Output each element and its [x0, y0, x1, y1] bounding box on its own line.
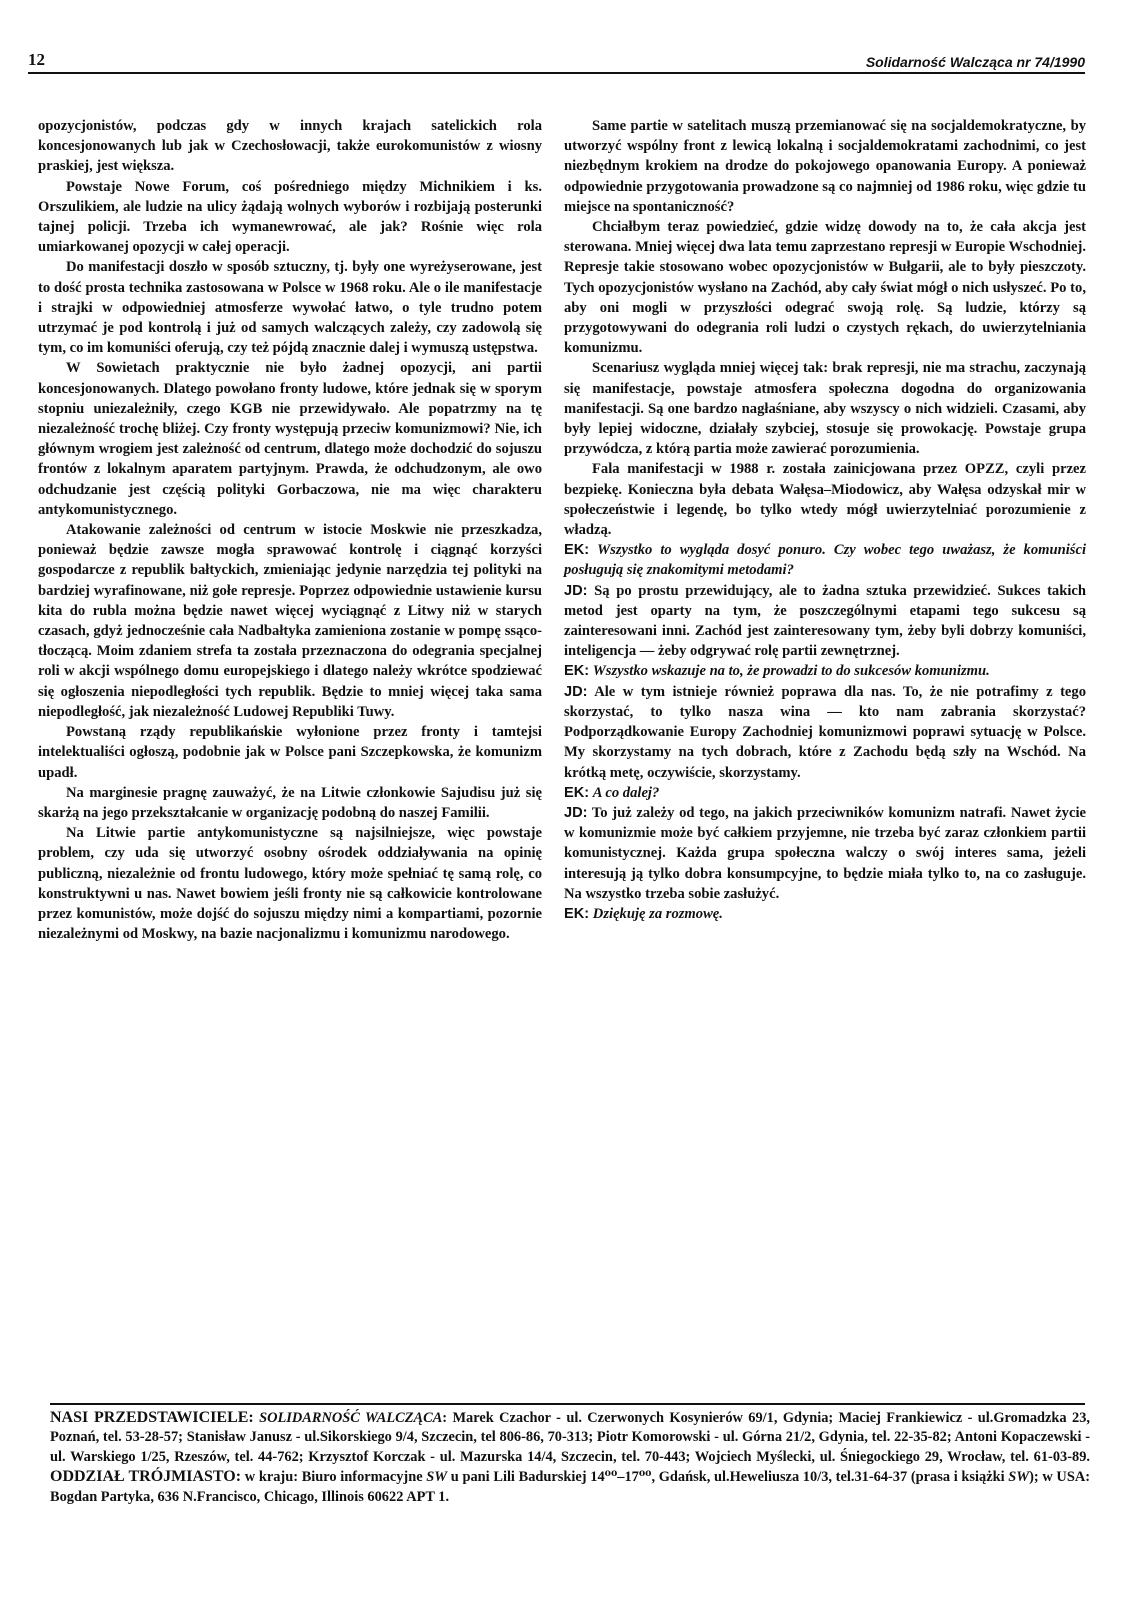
speaker-label: EK: [564, 663, 590, 680]
interview-answer [564, 682, 1086, 783]
journal-issue: Solidarność Walcząca nr 74/1990 [865, 54, 1085, 70]
paragraph: Fala manifestacji w 1988 r. została zainicjowana przez OPZZ, czyli przez bezpiekę. Konieczna była debata Wałęsa–Miodowicz, aby Wałęsa odzyskał mir w społeczeństwie i legendę, bo tylko wtedy mógł uwierzytelniać porozumienie z władzą. [564, 461, 1086, 539]
paragraph: Chciałbym teraz powiedzieć, gdzie widzę dowody na to, że cała akcja jest sterowana. Mniej więcej dwa lata temu zaprzestano represji w Europie Wschodniej. Represje takie stosowano wobec opozycjonistów w Bułgarii, ale to były pieszczoty. Tych opozycjonistów wysłano na Zachód, aby cały świat mógł o nich usłyszeć. Po to, aby oni mogli w przyszłości odegrać swoją rolę. Są ludzie, którzy są przygotowywani do odegrania roli ludzi o czystych rękach, do uwierzytelniania komunizmu. [564, 219, 1086, 357]
question-text: Dziękuję za rozmowę. [592, 905, 723, 922]
branch-text: w kraju: Biuro informacyjne [241, 1469, 427, 1486]
question-text: Wszystko to wygląda dosyć ponuro. Czy wobec tego uważasz, że komuniści posługują się znakomitymi metodami? [564, 542, 1087, 579]
interview-question [564, 904, 1086, 924]
footer-lead: NASI PRZEDSTAWICIELE: [50, 1409, 254, 1426]
footer-divider [50, 1403, 1085, 1405]
representatives-footer [50, 1408, 1090, 1507]
paragraph: Powstaje Nowe Forum, coś pośredniego między Michnikiem i ks. Orszulikiem, ale ludzie na ulicy żądają wolnych wyborów i rozbijają posterunki tajnej policji. Trzeba ich wymanewrować, ale jak? Rośnie więc rola umiarkowanej opozycji w całej operacji. [38, 178, 542, 256]
right-column [564, 116, 1086, 924]
speaker-label: JD: [564, 804, 588, 821]
left-column [38, 116, 542, 944]
speaker-label: JD: [564, 582, 588, 599]
branch-text: u pani Lili Badurskiej 14⁰⁰–17⁰⁰, Gdańsk, ul.Heweliusza 10/3, tel.31-64-37 (prasa i książki [447, 1469, 1009, 1486]
question-text: A co dalej? [592, 784, 660, 801]
answer-text: Ale w tym istnieje również poprawa dla nas. To, że nie potrafimy z tego skorzystać, to tylko nasza wina — kto nam zabrania skorzystać? Podporządkowanie Europy Zachodniej komunizmowi poprawi sytuację w Polsce. My skorzystamy na tych dobrach, które z Zachodu będą szły na Wschód. Na krótką metę, oczywiście, skorzystamy. [564, 683, 1087, 781]
representatives-list: : Marek Czachor - ul. Czerwonych Kosynierów 69/1, Gdynia; Maciej Frankiewicz - ul.Gromadzka 23, Poznań, tel. 53-28-57; Stanisław Janusz - ul.Sikorskiego 9/4, Szczecin, tel 806-86, 70-313; Piotr Komorowski - ul. Górna 21/2, Gdynia, tel. 22-35-82; Antoni Kopaczewski - ul. Warskiego 1/25, Rzeszów, tel. 44-762; Krzysztof Korczak - ul. Mazurska 14/4, Szczecin, tel. 70-443; Wojciech Myślecki, ul. Śniegockiego 29, Wrocław, tel. 61-03-89. [50, 1410, 1090, 1465]
speaker-label: EK: [564, 542, 590, 559]
page-number: 12 [28, 50, 45, 69]
speaker-label: JD: [564, 683, 588, 700]
interview-question [564, 661, 1086, 681]
paragraph: Scenariusz wygląda mniej więcej tak: brak represji, nie ma strachu, zaczynają się manifestacje, powstaje atmosfera społeczna dogodna do organizowania manifestacji. Są one bardzo nagłaśniane, aby wszyscy o nich widzieli. Czasami, aby były lepiej widoczne, działały szybciej, stosuje się prowokację. Powstaje grupa przywódcza, z którą partia może zawierać porozumienia. [564, 360, 1086, 458]
paragraph: Na marginesie pragnę zauważyć, że na Litwie członkowie Sajudisu już się skarżą na jego przekształcanie w organizację podobną do naszej Familii. [38, 784, 542, 821]
speaker-label: EK: [564, 784, 590, 801]
speaker-label: EK: [564, 905, 590, 922]
paragraph: opozycjonistów, podczas gdy w innych krajach satelickich rola koncesjonowanych lub jak w Czechosłowacji, także eurokomunistów z wiosny praskiej, jest większa. [38, 118, 542, 175]
paragraph: Atakowanie zależności od centrum w istocie Moskwie nie przeszkadza, ponieważ będzie zawsze mogła sprawować kontrolę i ciągnąć korzyści gospodarcze z republik bałtyckich, zmieniając jedynie narzędzia tej polityki na bardziej wyrafinowane, niż gołe represje. Poprzez odpowiednie ustawienie kursu kita do rubla można będzie nawet więcej wyciągnąć z Litwy niż w starych czasach, gdyż jednocześnie cała Nadbałtyka zamieniona zostanie w pompę ssąco-tłoczącą. Moim zdaniem strefa ta została przeznaczona do odegrania specjalnej roli w akcji wspólnego domu europejskiego i dlatego należy wkrótce spodziewać się ogłoszenia niepodległości tych republik. Będzie to mniej więcej taka sama niepodległość, jak niezależność Ludowej Republiki Tuwy. [38, 522, 542, 720]
branch-lead: ODDZIAŁ TRÓJMIASTO: [50, 1468, 242, 1486]
interview-question [564, 540, 1086, 580]
paragraph: Same partie w satelitach muszą przemianować się na socjaldemokratyczne, by utworzyć wspólny front z lewicą lokalną i socjaldemokratami zachodnimi, co jest niezbędnym krokiem na drodze do pokojowego opanowania Europy. A ponieważ odpowiednie przygotowania prowadzone są co najmniej od 1986 roku, więc gdzie tu miejsce na spontaniczność? [564, 118, 1086, 215]
interview-answer [564, 581, 1086, 662]
answer-text: To już zależy od tego, na jakich przeciwników komunizm natrafi. Nawet życie w komunizmie może być całkiem przyjemne, nie trzeba być zaraz członkiem partii komunistycznej. Każda grupa społeczna walczy o swój interes sama, jeżeli interesują ją tylko dobra konsumpcyjne, to będzie miała tylko to, na co zasługuje. Na wszystko trzeba sobie zasłużyć. [564, 804, 1086, 902]
page-header [28, 48, 1085, 74]
paragraph: Na Litwie partie antykomunistyczne są najsilniejsze, więc powstaje problem, czy uda się utworzyć osobny ośrodek oddziaływania na opinię publiczną, niezależnie od frontu ludowego, który może spełniać tę samą rolę, co konstruktywni u nas. Nawet bowiem jeśli fronty nie są całkowicie kontrolowane przez komunistów, może dojść do sojuszu między nimi a kompartiami, pozornie niezależnymi od Moskwy, na bazie nacjonalizmu i komunizmu narodowego. [38, 825, 542, 943]
sw-abbrev: SW [1008, 1469, 1030, 1486]
sw-abbrev: SW [426, 1469, 448, 1486]
paragraph: Do manifestacji doszło w sposób sztuczny, tj. były one wyreżyserowane, jest to dość prosta technika zastosowana w Polsce w 1968 roku. Ale o ile manifestacje i strajki w odpowiedniej atmosferze wywołać łatwo, o tyle trudno potem utrzymać je pod kontrolą i już od samych walczących zależy, czy zadowolą się tym, co im komuniści oferują, czy też pójdą znacznie dalej i wymuszą ustępstwa. [38, 259, 542, 357]
branch-text: ); w USA: Bogdan Partyka, 636 N.Francisco, Chicago, Illinois 60622 APT 1. [50, 1469, 1091, 1505]
journal-name: SOLIDARNOŚĆ WALCZĄCA [259, 1410, 443, 1426]
paragraph: Powstaną rządy republikańskie wyłonione przez fronty i tamtejsi intelektualiści ogłoszą, podobnie jak w Polsce pani Szczepkowska, że komunizm upadł. [38, 724, 542, 781]
interview-answer [564, 803, 1086, 904]
interview-question [564, 783, 1086, 803]
question-text: Wszystko wskazuje na to, że prowadzi to do sukcesów komunizmu. [592, 663, 990, 680]
paragraph: W Sowietach praktycznie nie było żadnej opozycji, ani partii koncesjonowanych. Dlatego powołano fronty ludowe, które jednak się w sporym stopniu uniezależniły, czego KGB nie przewidywało. Ale popatrzmy na tę niezależność trochę bliżej. Czy fronty występują przeciw komunizmowi? Nie, ich głównym wrogiem jest zależność od centrum, dlatego może dochodzić do sojuszu frontów z lokalnym aparatem partyjnym. Prawda, że odchudzonym, ale owo odchudzanie jest częścią polityki Gorbaczowa, nie ma więc charakteru antykomunistycznego. [38, 360, 542, 518]
answer-text: Są po prostu przewidujący, ale to żadna sztuka przewidzieć. Sukces takich metod jest oparty na tym, że poszczególnymi etapami tego sukcesu są zainteresowani inni. Zachód jest zainteresowany tym, żeby byli dobrzy komuniści, inteligencja — żeby odgrywać rolę partii zewnętrznej. [564, 582, 1086, 660]
